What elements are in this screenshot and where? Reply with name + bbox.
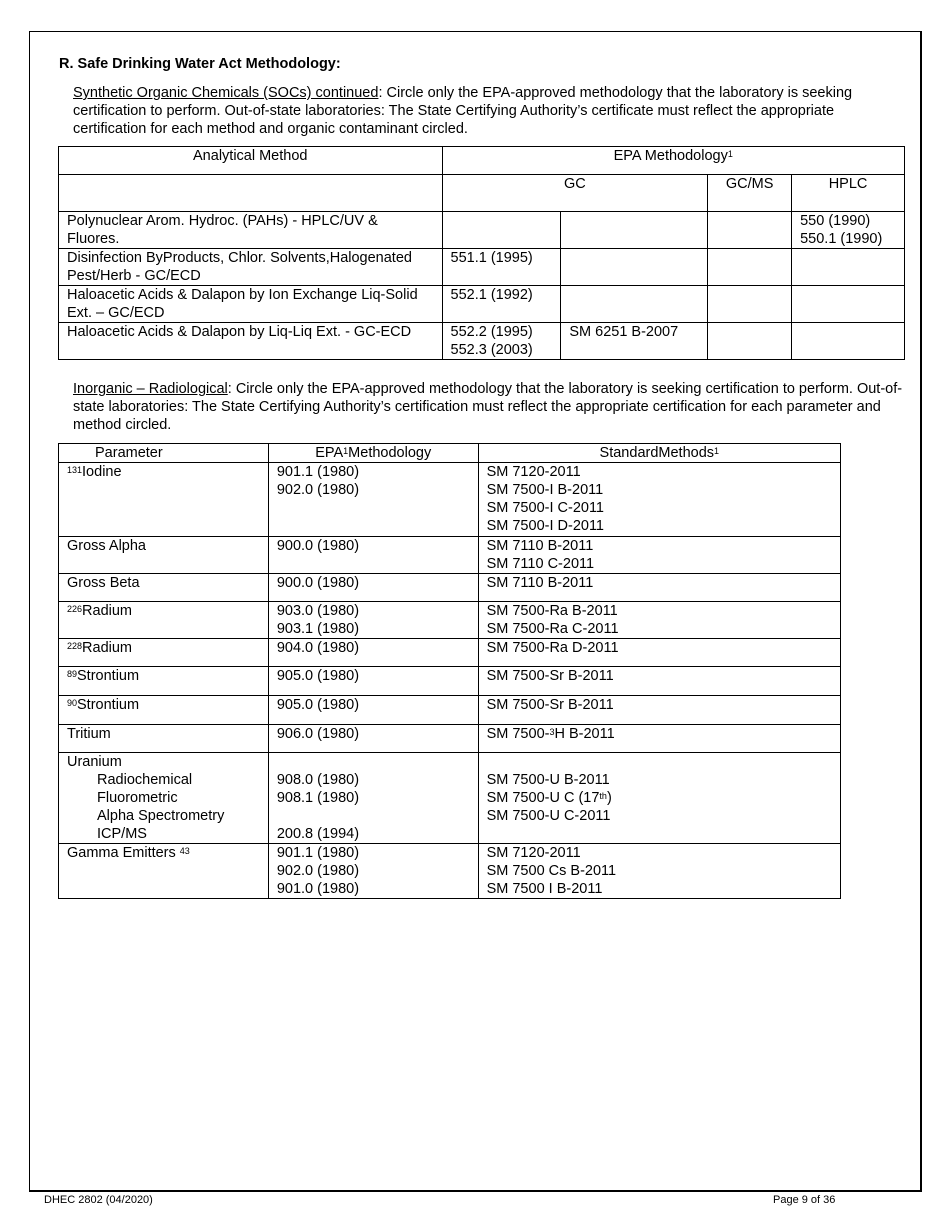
table-row [59,249,905,286]
inorganic-title: Inorganic – Radiological [73,381,228,397]
table-row [59,667,841,696]
table-row [59,212,905,249]
epa-cell: 900.0 (1980) [268,574,478,602]
parameter-cell: $^{226}$Radium [59,602,269,639]
table-row-uranium [59,753,841,844]
epa-cell: 901.1 (1980) 902.0 (1980) 901.0 (1980) [268,844,478,899]
gc-cell [442,212,561,249]
soc-paragraph [73,84,903,138]
gc-cell: 551.1 (1995) [442,249,561,286]
footer-form-id: DHEC 2802 (04/2020) [44,1194,153,1206]
gcms-cell [708,212,792,249]
table-row [59,286,905,323]
header-parameter: Parameter [59,444,269,463]
epa-cell: 908.0 (1980) 908.1 (1980) 200.8 (1994) [268,753,478,844]
epa-cell: 904.0 (1980) [268,639,478,667]
sm-cell: SM 7500-Sr B-2011 [478,667,840,696]
epa-cell: 905.0 (1980) [268,667,478,696]
hplc-cell [792,323,905,360]
soc-text: : Circle only the EPA-approved methodology that the laboratory is seeking certification to perform. Out-of-state laboratories: The State Certifying Authority’s certificate must reflect the appropriate certification for each method and organic contaminant circled. [73,85,853,137]
table-row [59,639,841,667]
table-row-gamma [59,844,841,899]
sm-cell: SM 7110 B-2011 [478,574,840,602]
hplc-cell: 550 (1990) 550.1 (1990) [792,212,905,249]
method-cell: Haloacetic Acids & Dalapon by Ion Exchange Liq-Solid Ext. – GC/ECD [59,286,443,323]
gcms-cell [708,249,792,286]
table-row [59,537,841,574]
gc-cell: 552.2 (1995) 552.3 (2003) [442,323,561,360]
soc-title: Synthetic Organic Chemicals (SOCs) continued [73,85,379,101]
header-blank [59,175,443,212]
parameter-cell: Tritium [59,725,269,753]
epa-cell: 900.0 (1980) [268,537,478,574]
sm-cell: SM 7120-2011 SM 7500-I B-2011 SM 7500-I C-2011 SM 7500-I D-2011 [478,463,840,537]
method-cell: Haloacetic Acids & Dalapon by Liq-Liq Ext. - GC-ECD [59,323,443,360]
sm-cell: SM 7500-Ra D-2011 [478,639,840,667]
sm-cell: SM 7110 B-2011 SM 7110 C-2011 [478,537,840,574]
gc-cell: 552.1 (1992) [442,286,561,323]
footer-page-number: Page 9 of 36 [773,1194,836,1206]
sm-cell: SM 7500-Ra B-2011 SM 7500-Ra C-2011 [478,602,840,639]
method-cell: Disinfection ByProducts, Chlor. Solvents,Halogenated Pest/Herb - GC/ECD [59,249,443,286]
section-heading: R. Safe Drinking Water Act Methodology: [59,56,341,72]
parameter-cell: Gross Alpha [59,537,269,574]
sm-cell: SM 7120-2011 SM 7500 Cs B-2011 SM 7500 I B-2011 [478,844,840,899]
header-standard-methods: StandardMethods$^1$ [478,444,840,463]
table-row [59,463,841,537]
gcms-cell [708,286,792,323]
radiological-table [58,443,841,899]
header-epa-methodology: EPA$^1$Methodology [268,444,478,463]
epa-cell: 906.0 (1980) [268,725,478,753]
inorganic-paragraph [73,380,903,434]
epa-cell: 905.0 (1980) [268,696,478,725]
parameter-cell: Gamma Emitters $^{43}$ [59,844,269,899]
inorganic-text: : Circle only the EPA-approved methodology that the laboratory is seeking certification to perform. Out-of-state laboratories: The State Certifying Authority’s certification must reflect the appropriate certification for each parameter and method circled. [73,381,903,433]
parameter-cell: Gross Beta [59,574,269,602]
sm-cell: SM 7500-U B-2011 SM 7500-U C (17th) SM 7500-U C-2011 [478,753,840,844]
table-row [59,696,841,725]
table-row [59,725,841,753]
soc-table [58,146,905,360]
table-row [59,323,905,360]
sm-cell: SM 7500-Sr B-2011 [478,696,840,725]
parameter-cell: $^{228}$Radium [59,639,269,667]
epa-cell: 903.0 (1980) 903.1 (1980) [268,602,478,639]
header-gc: GC [442,175,708,212]
header-analytical-method: Analytical Method [59,147,443,175]
parameter-cell: $^{90}$Strontium [59,696,269,725]
parameter-cell: Uranium Radiochemical Fluorometric Alpha Spectrometry ICP/MS [59,753,269,844]
table-row [59,602,841,639]
parameter-cell: $^{89}$Strontium [59,667,269,696]
gc-cell [561,212,708,249]
gc-cell [561,249,708,286]
gcms-cell [708,323,792,360]
header-hplc: HPLC [792,175,905,212]
hplc-cell [792,249,905,286]
gc-cell: SM 6251 B-2007 [561,323,708,360]
epa-cell: 901.1 (1980) 902.0 (1980) [268,463,478,537]
sm-cell: SM 7500-$^3$H B-2011 [478,725,840,753]
gc-cell [561,286,708,323]
table-row [59,574,841,602]
hplc-cell [792,286,905,323]
header-gcms: GC/MS [708,175,792,212]
method-cell: Polynuclear Arom. Hydroc. (PAHs) - HPLC/UV & Fluores. [59,212,443,249]
parameter-cell: $^{131}$Iodine [59,463,269,537]
header-epa-methodology: EPA Methodology$^1$ [442,147,905,175]
